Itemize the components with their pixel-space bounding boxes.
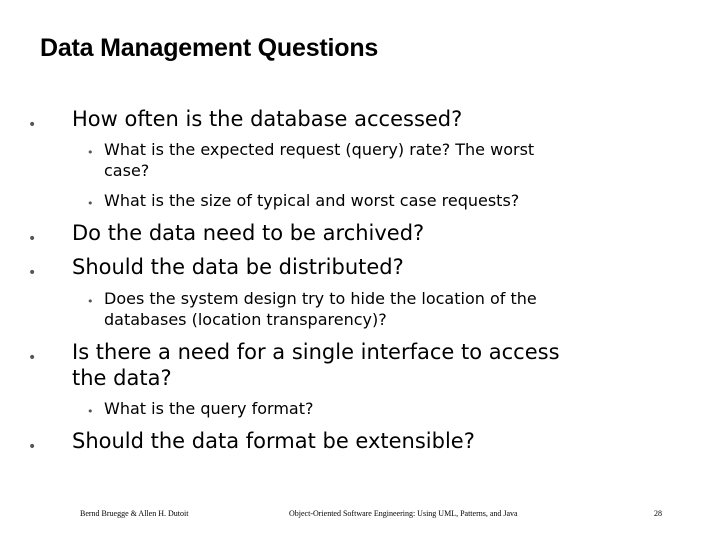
bullet-text: How often is the database accessed? (72, 107, 463, 131)
bullet-dot: • (87, 295, 94, 308)
bullet-text: Does the system design try to hide the location of the (104, 289, 537, 308)
bullet-dot: • (87, 146, 94, 159)
slide-title: Data Management Questions (40, 34, 379, 62)
bullet-text: the data? (72, 366, 172, 390)
bullet-dot: • (28, 350, 37, 366)
footer-book-title: Object-Oriented Software Engineering: Using UML, Patterns, and Java (289, 509, 518, 518)
bullet-text: Should the data format be extensible? (72, 429, 475, 453)
bullet-text: What is the expected request (query) rate? The worst (104, 140, 535, 159)
footer-page-number: 28 (654, 509, 662, 518)
bullet-text: What is the query format? (104, 399, 314, 418)
bullet-text: Should the data be distributed? (72, 255, 404, 279)
bullet-dot: • (28, 439, 37, 455)
bullet-dot: • (28, 231, 37, 247)
bullet-text: Do the data need to be archived? (72, 221, 425, 245)
bullet-dot: • (87, 405, 94, 418)
bullet-text: Is there a need for a single interface to access (72, 340, 560, 364)
footer-authors: Bernd Bruegge & Allen H. Dutoit (80, 509, 189, 518)
bullet-text: databases (location transparency)? (104, 310, 387, 329)
bullet-dot: • (87, 197, 94, 210)
bullet-text: What is the size of typical and worst case requests? (104, 191, 520, 210)
bullet-text: case? (104, 161, 150, 180)
bullet-dot: • (28, 117, 37, 133)
bullet-dot: • (28, 265, 37, 281)
